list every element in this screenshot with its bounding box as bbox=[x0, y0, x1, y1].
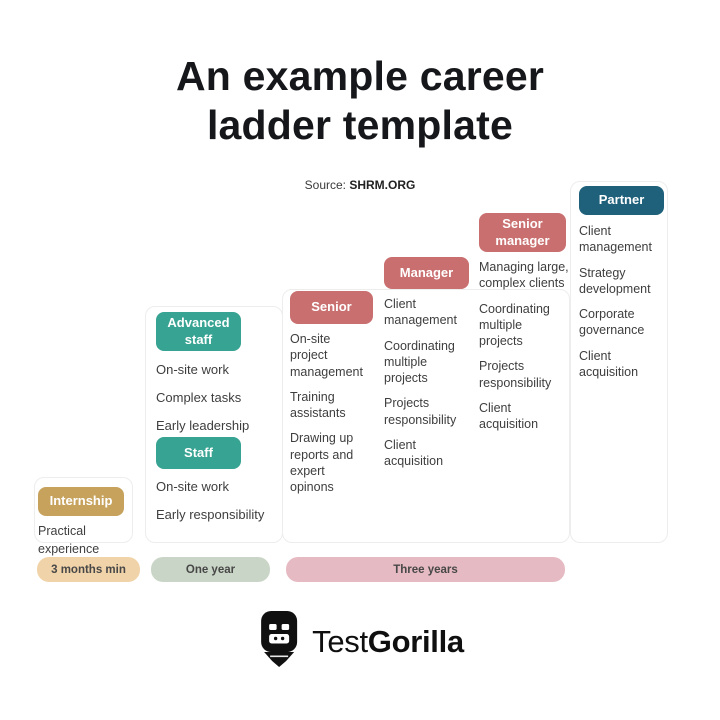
level-item: Early leadership bbox=[156, 418, 250, 433]
level-items-staff bbox=[156, 474, 272, 528]
gorilla-pencil-icon bbox=[256, 610, 302, 673]
level-column-senior-manager bbox=[479, 213, 569, 441]
level-item: On-site work bbox=[156, 362, 229, 377]
level-badge-partner: Partner bbox=[579, 186, 664, 215]
level-items-manager bbox=[384, 296, 474, 469]
page-title bbox=[0, 52, 720, 150]
level-item: Corporate governance bbox=[579, 307, 645, 338]
level-badge-staff: Staff bbox=[156, 437, 241, 469]
level-item: Complex tasks bbox=[156, 390, 242, 405]
level-item: Early responsibility bbox=[156, 507, 265, 522]
level-items-internship bbox=[38, 522, 130, 558]
level-item: Client management bbox=[384, 297, 457, 328]
testgorilla-logo bbox=[256, 610, 464, 673]
level-item: Drawing up reports and expert opinons bbox=[290, 431, 354, 494]
level-item: Projects responsibility bbox=[479, 359, 552, 390]
level-item: Managing large, complex clients bbox=[479, 260, 569, 291]
level-item: Client acquisition bbox=[479, 400, 539, 431]
timeline-bar-three-years: Three years bbox=[286, 557, 565, 582]
level-item: Training assistants bbox=[290, 389, 346, 420]
source-value: SHRM.ORG bbox=[349, 178, 416, 192]
logo-gorilla: Gorilla bbox=[367, 623, 464, 659]
level-item: Projects responsibility bbox=[384, 396, 457, 427]
title-line-2: ladder template bbox=[206, 102, 514, 149]
level-column-internship bbox=[38, 487, 130, 567]
level-item: On-site work bbox=[156, 479, 229, 494]
level-badge-senior: Senior bbox=[290, 291, 373, 324]
level-badge-internship: Internship bbox=[38, 487, 124, 516]
timeline-bar-one-year: One year bbox=[151, 557, 270, 582]
level-item: Coordinating multiple projects bbox=[479, 301, 550, 348]
level-column-staff bbox=[156, 437, 272, 530]
timeline-bar-3-months: 3 months min bbox=[37, 557, 140, 582]
level-items-senior bbox=[290, 331, 370, 495]
logo-test: Test bbox=[312, 623, 368, 659]
source-prefix: Source: bbox=[304, 178, 346, 192]
level-badge-advanced-staff: Advanced staff bbox=[156, 312, 241, 351]
level-item: On-site project management bbox=[290, 332, 363, 379]
level-column-senior bbox=[290, 291, 370, 504]
title-line-1: An example career bbox=[175, 53, 545, 99]
level-column-advanced-staff bbox=[156, 312, 272, 441]
level-item: Client management bbox=[579, 224, 652, 255]
level-item: Practical experience bbox=[38, 524, 100, 557]
level-item: Strategy development bbox=[579, 265, 651, 296]
level-items-partner bbox=[579, 223, 669, 380]
level-badge-manager: Manager bbox=[384, 257, 469, 289]
level-column-partner bbox=[579, 186, 669, 389]
level-item: Client acquisition bbox=[579, 348, 639, 379]
logo-wordmark bbox=[312, 624, 464, 660]
level-item: Client acquisition bbox=[384, 437, 444, 468]
level-items-senior-manager bbox=[479, 259, 569, 432]
level-item: Coordinating multiple projects bbox=[384, 338, 455, 385]
level-items-advanced-staff bbox=[156, 357, 272, 439]
level-column-manager bbox=[384, 257, 474, 478]
level-badge-senior-manager: Senior manager bbox=[479, 213, 566, 252]
